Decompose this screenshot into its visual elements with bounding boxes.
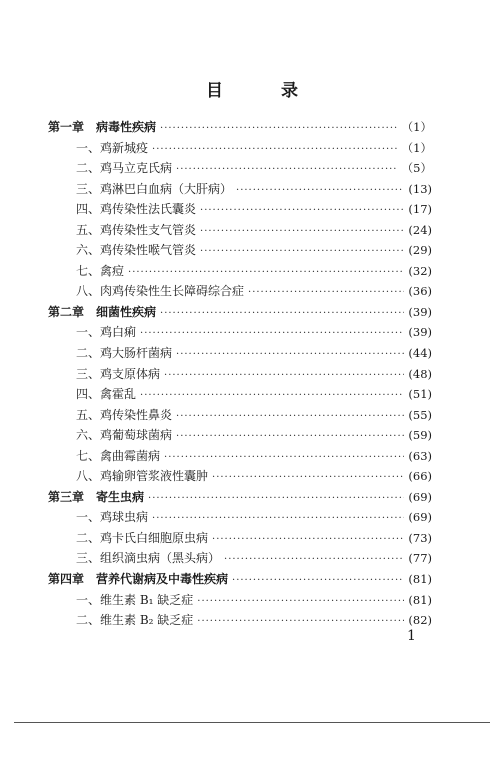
toc-entry-page: (13) xyxy=(408,181,432,196)
toc-section-entry xyxy=(48,281,432,302)
toc-section-entry xyxy=(48,261,432,282)
toc-entry-page: (77) xyxy=(408,551,432,566)
toc-entry-page: (29) xyxy=(408,243,432,258)
toc-section-entry xyxy=(48,343,432,364)
toc-entry-label: 一、鸡白痢 xyxy=(76,325,137,340)
toc-entry-page: (48) xyxy=(408,366,432,381)
toc-section-entry xyxy=(48,240,432,261)
toc-entry-page: (69) xyxy=(408,510,432,525)
toc-entry-page: (51) xyxy=(408,387,432,402)
toc-entry-label: 二、鸡马立克氏病 xyxy=(76,161,173,176)
toc-entry-label: 七、禽曲霉菌病 xyxy=(76,448,161,463)
toc-entry-label: 五、鸡传染性支气管炎 xyxy=(76,222,197,237)
toc-entry-page: (82) xyxy=(408,613,432,628)
toc-entry-page: （1） xyxy=(401,120,432,134)
toc-entry-label: 七、禽痘 xyxy=(76,263,125,278)
dot-leader xyxy=(212,530,404,551)
toc-section-entry xyxy=(48,322,432,343)
toc-entry-label: 一、鸡新城疫 xyxy=(76,140,149,155)
dot-leader xyxy=(197,592,404,613)
dot-leader xyxy=(128,263,404,284)
toc-entry-label: 四、禽霍乱 xyxy=(76,387,137,402)
dot-leader xyxy=(176,160,398,181)
toc-entry-label: 四、鸡传染性法氏囊炎 xyxy=(76,202,197,217)
toc-entry-label: 三、鸡淋巴白血病（大肝病） xyxy=(76,181,233,196)
dot-leader xyxy=(224,550,404,571)
toc-section-entry xyxy=(48,466,432,487)
toc-section-entry xyxy=(48,158,432,179)
toc-chapter-entry xyxy=(48,302,432,323)
toc-entry-label: 一、鸡球虫病 xyxy=(76,510,149,525)
dot-leader xyxy=(248,283,404,304)
toc-entry-label: 二、鸡卡氏白细胞原虫病 xyxy=(76,530,209,545)
dot-leader xyxy=(197,612,404,633)
toc-entry-page: (55) xyxy=(408,407,432,422)
toc-entry-page: (81) xyxy=(408,592,432,607)
table-of-contents xyxy=(48,117,432,631)
toc-section-entry xyxy=(48,528,432,549)
dot-leader xyxy=(200,242,404,263)
toc-entry-page: （1） xyxy=(401,140,432,155)
toc-entry-label: 五、鸡传染性鼻炎 xyxy=(76,407,173,422)
toc-entry-page: (63) xyxy=(408,448,432,463)
footer-rule xyxy=(14,722,490,723)
toc-section-entry xyxy=(48,507,432,528)
page-title: 目 录 xyxy=(206,81,324,101)
dot-leader xyxy=(164,448,404,469)
toc-entry-label: 二、鸡大肠杆菌病 xyxy=(76,346,173,361)
toc-entry-label: 六、鸡传染性喉气管炎 xyxy=(76,243,197,258)
toc-entry-page: (39) xyxy=(408,304,432,319)
toc-chapter-entry xyxy=(48,117,432,138)
toc-entry-page: (36) xyxy=(408,284,432,299)
toc-section-entry xyxy=(48,405,432,426)
toc-entry-page: (66) xyxy=(408,469,432,484)
dot-leader xyxy=(176,427,404,448)
dot-leader xyxy=(152,140,398,161)
toc-entry-page: (24) xyxy=(408,222,432,237)
toc-entry-page: （5） xyxy=(401,161,432,176)
toc-entry-page: (73) xyxy=(408,530,432,545)
dot-leader xyxy=(140,324,404,345)
page-number: 1 xyxy=(407,628,416,644)
toc-section-entry xyxy=(48,425,432,446)
dot-leader xyxy=(200,201,404,222)
dot-leader xyxy=(160,119,398,140)
toc-entry-page: (44) xyxy=(408,346,432,361)
toc-entry-label: 第一章 病毒性疾病 xyxy=(48,120,157,134)
toc-section-entry xyxy=(48,220,432,241)
toc-section-entry xyxy=(48,590,432,611)
toc-entry-label: 第四章 营养代谢病及中毒性疾病 xyxy=(48,572,229,587)
dot-leader xyxy=(212,468,404,489)
toc-section-entry xyxy=(48,548,432,569)
toc-entry-label: 一、维生素 B₁ 缺乏症 xyxy=(76,592,194,607)
toc-chapter-entry xyxy=(48,487,432,508)
toc-section-entry xyxy=(48,138,432,159)
toc-entry-page: (81) xyxy=(408,572,432,587)
toc-section-entry xyxy=(48,179,432,200)
dot-leader xyxy=(164,366,404,387)
dot-leader xyxy=(236,181,404,202)
toc-entry-label: 三、鸡支原体病 xyxy=(76,366,161,381)
toc-section-entry xyxy=(48,364,432,385)
toc-entry-label: 三、组织滴虫病（黑头病） xyxy=(76,551,221,566)
dot-leader xyxy=(152,509,404,530)
dot-leader xyxy=(140,386,404,407)
toc-entry-label: 第三章 寄生虫病 xyxy=(48,489,145,504)
toc-chapter-entry xyxy=(48,569,432,590)
toc-section-entry xyxy=(48,384,432,405)
toc-entry-page: (32) xyxy=(408,263,432,278)
dot-leader xyxy=(200,222,404,243)
toc-entry-page: (17) xyxy=(408,202,432,217)
toc-section-entry xyxy=(48,610,432,631)
toc-entry-label: 八、肉鸡传染性生长障碍综合症 xyxy=(76,284,245,299)
dot-leader xyxy=(160,304,404,325)
dot-leader xyxy=(176,345,404,366)
toc-section-entry xyxy=(48,199,432,220)
toc-section-entry xyxy=(48,446,432,467)
toc-entry-label: 六、鸡葡萄球菌病 xyxy=(76,428,173,443)
toc-entry-label: 八、鸡输卵管浆液性囊肿 xyxy=(76,469,209,484)
toc-entry-page: (39) xyxy=(408,325,432,340)
toc-entry-page: (59) xyxy=(408,428,432,443)
dot-leader xyxy=(176,407,404,428)
dot-leader xyxy=(232,571,404,592)
toc-entry-label: 第二章 细菌性疾病 xyxy=(48,304,157,319)
toc-entry-page: (69) xyxy=(408,489,432,504)
toc-entry-label: 二、维生素 B₂ 缺乏症 xyxy=(76,613,194,628)
dot-leader xyxy=(148,489,404,510)
